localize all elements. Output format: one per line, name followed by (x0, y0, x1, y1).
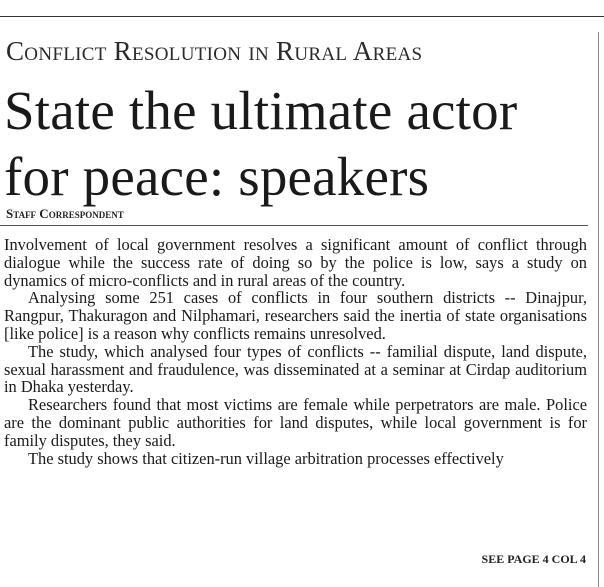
paragraph: Involvement of local government resolves a significant amount of conflict through dialogue while the success rate of doing so by the police is low, says a study on dynamics of micro-conflicts and in rural areas of the country. (4, 235, 587, 290)
byline: Staff Correspondent (6, 206, 124, 221)
paragraph: Analysing some 251 cases of conflicts in four southern districts -- Dinajpur, Rangpur, Thakuragon and Nilphamari, researchers said the inertia of state organisations [like police] is a reason why conflicts remains unresolved. (4, 288, 587, 343)
jump-line[interactable]: SEE PAGE 4 COL 4 (481, 552, 586, 566)
article-body (4, 236, 587, 467)
headline-line-1: State the ultimate actor (4, 80, 518, 141)
column-rule (598, 32, 599, 587)
byline-rule (0, 225, 588, 226)
paragraph: Researchers found that most victims are female while perpetrators are male. Police are the dominant public authorities for land disputes, while local government is for family disputes, they said. (4, 395, 587, 450)
headline (4, 78, 594, 210)
top-rule (0, 16, 604, 17)
paragraph: The study shows that citizen-run village arbitration processes effectively (28, 448, 504, 468)
kicker: Conflict Resolution in Rural Areas (6, 36, 423, 66)
headline-line-2: for peace: speakers (4, 146, 430, 207)
paragraph: The study, which analysed four types of conflicts -- familial dispute, land dispute, sexual harassment and fraudulence, was disseminated at a seminar at Cirdap auditorium in Dhaka yesterday. (4, 341, 587, 397)
